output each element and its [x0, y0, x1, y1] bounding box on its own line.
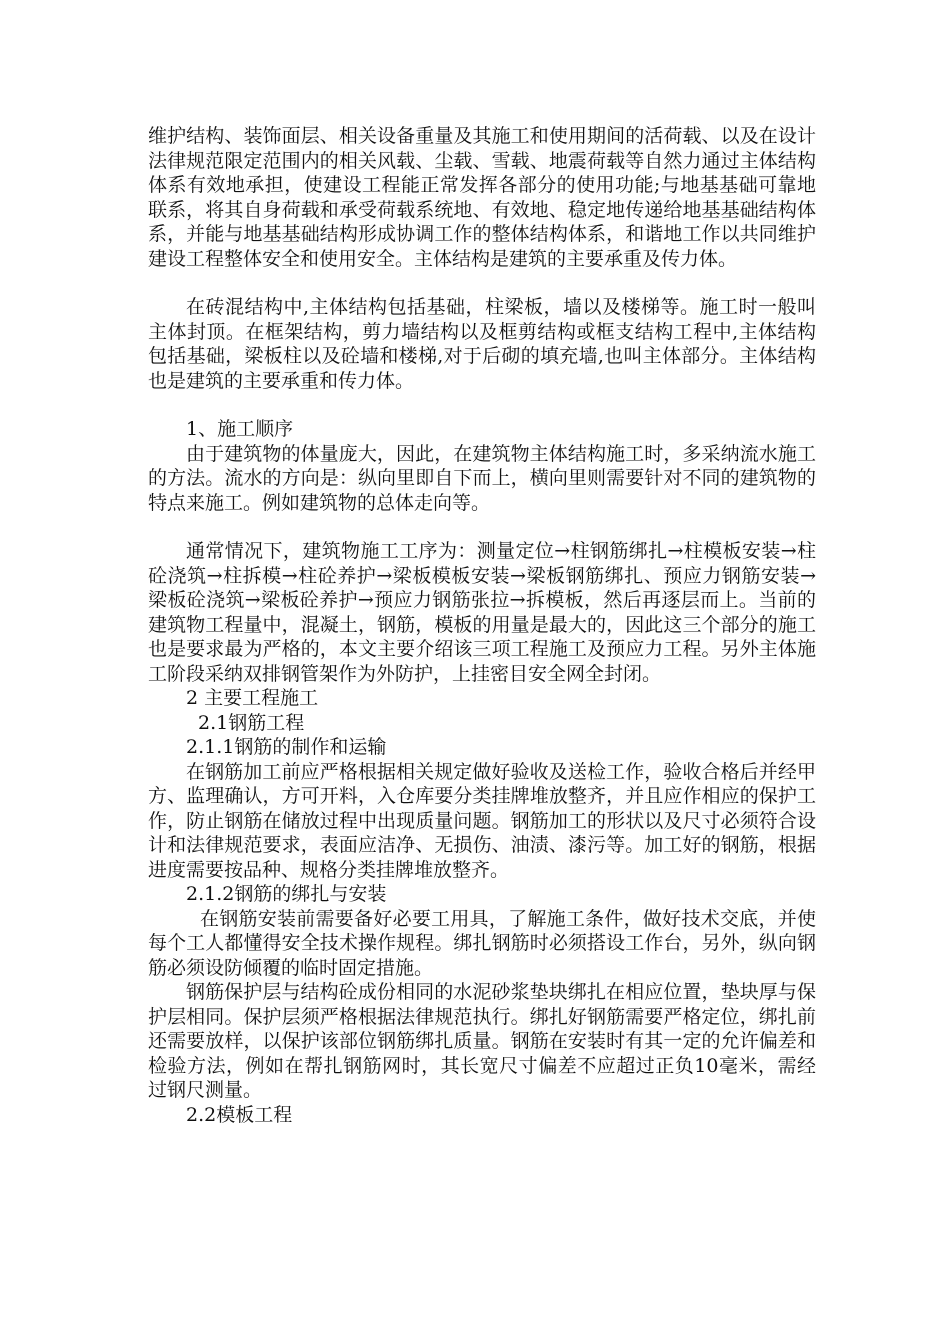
- paragraph-flow-construction: 由于建筑物的体量庞大，因此，在建筑物主体结构施工时，多采纳流水施工的方法。流水的方向是：纵向里即自下而上，横向里则需要针对不同的建筑物的特点来施工。例如建筑物的总体走向等。: [148, 442, 816, 514]
- paragraph-gap: [148, 271, 816, 295]
- section-heading-formwork: 2.2模板工程: [186, 1103, 293, 1126]
- paragraph-rebar-cover: 钢筋保护层与结构砼成份相同的水泥砂浆垫块绑扎在相应位置，垫块厚与保护层相同。保护层须严格根据法律规范执行。绑扎好钢筋需要严格定位，绑扎前还需要放样，以保护该部位钢筋绑扎质量。钢筋在安装时有其一定的允许偏差和检验方法，例如在帮扎钢筋网时，其长宽尺寸偏差不应超过正负10毫米，需经过钢尺测量。: [148, 981, 816, 1101]
- document-body: [148, 124, 816, 1127]
- section-heading-construction-order: 1、施工顺序: [186, 418, 294, 440]
- paragraph-gap: [148, 515, 816, 539]
- paragraph-rebar-fabrication: 在钢筋加工前应严格根据相关规定做好验收及送检工作，验收合格后并经甲方、监理确认，方可开料，入仓库要分类挂牌堆放整齐，并且应作相应的保护工作，防止钢筋在储放过程中出现质量问题。钢筋加工的形状以及尺寸必须符合设计和法律规范要求，表面应洁净、无损伤、油渍、漆污等。加工好的钢筋，根据进度需要按品种、规格分类挂牌堆放整齐。: [148, 760, 816, 881]
- paragraph-rebar-preparation: 在钢筋安装前需要备好必要工用具，了解施工条件，做好技术交底，并使每个工人都懂得安全技术操作规程。绑扎钢筋时必须搭设工作台，另外，纵向钢筋必须设防倾覆的临时固定措施。: [148, 907, 816, 979]
- section-heading-rebar-fabrication: 2.1.1钢筋的制作和运输: [186, 736, 387, 758]
- paragraph-gap: [148, 393, 816, 417]
- section-heading-main-works: 2 主要工程施工: [186, 687, 319, 709]
- paragraph-main-structure-scope: 在砖混结构中,主体结构包括基础，柱梁板，墙以及楼梯等。施工时一般叫主体封顶。在框架结构，剪力墙结构以及框剪结构或框支结构工程中,主体结构包括基础，梁板柱以及砼墙和楼梯,对于后砌的填充墙,也叫主体部分。主体结构也是建筑的主要承重和传力体。: [148, 296, 816, 392]
- section-heading-rebar-works: 2.1钢筋工程: [198, 711, 305, 734]
- paragraph-structure-function: 维护结构、装饰面层、相关设备重量及其施工和使用期间的活荷载、以及在设计法律规范限定范围内的相关风载、尘载、雪载、地震荷载等自然力通过主体结构体系有效地承担，使建设工程能正常发挥各部分的使用功能;与地基基础可靠地联系，将其自身荷载和承受荷载系统地、有效地、稳定地传递给地基基础结构体系，并能与地基基础结构形成协调工作的整体结构体系，和谐地工作以共同维护建设工程整体安全和使用安全。主体结构是建筑的主要承重及传力体。: [148, 125, 816, 270]
- paragraph-construction-process: 通常情况下，建筑物施工工序为：测量定位→柱钢筋绑扎→柱模板安装→柱砼浇筑→柱拆模→柱砼养护→梁板模板安装→梁板钢筋绑扎、预应力钢筋安装→梁板砼浇筑→梁板砼养护→预应力钢筋张拉→拆模板，然后再逐层而上。当前的建筑物工程量中，混凝土，钢筋，模板的用量是最大的，因此这三个部分的施工也是要求最为严格的，本文主要介绍该三项工程施工及预应力工程。另外主体施工阶段采纳双排钢管架作为外防护，上挂密目安全网全封闭。: [148, 540, 816, 685]
- section-heading-rebar-binding: 2.1.2钢筋的绑扎与安装: [186, 883, 387, 905]
